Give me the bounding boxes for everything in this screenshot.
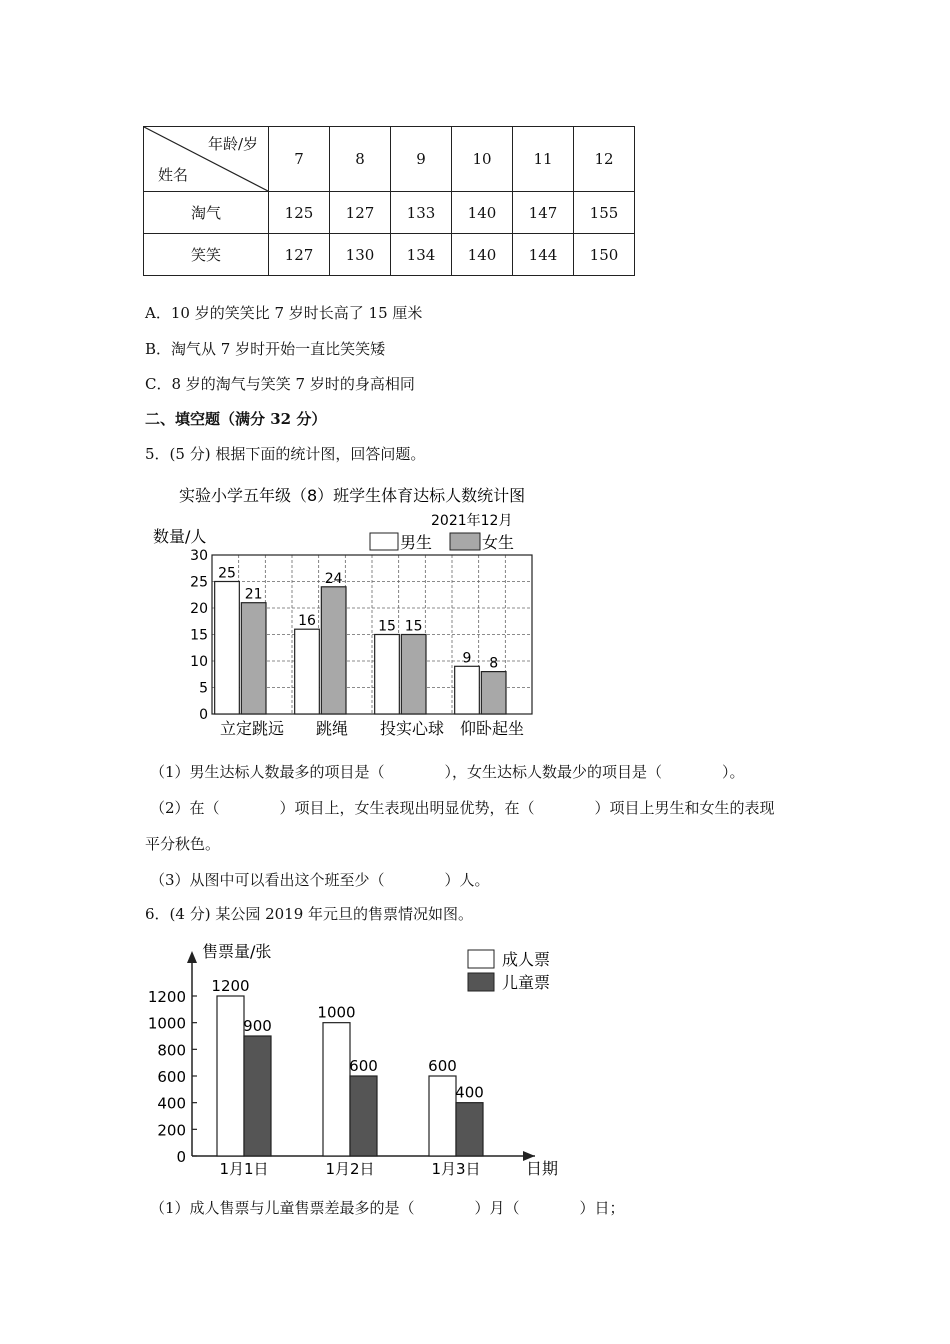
chart2-xlabel: 日期: [526, 1159, 559, 1178]
table-cell: 144: [513, 234, 574, 276]
q5-sub2: （2）在（ ）项目上，女生表现出明显优势，在（ ）项目上男生和女生的表现: [150, 799, 775, 817]
data-label: 15: [404, 618, 423, 635]
y-tick-label: 200: [157, 1121, 186, 1140]
q6-stem: 6．(4 分) 某公园 2019 年元旦的售票情况如图。: [145, 905, 474, 923]
age-cell: 10: [452, 127, 513, 192]
data-label: 25: [218, 565, 236, 582]
height-table: [143, 126, 635, 276]
age-cell: 7: [269, 127, 330, 192]
data-label: 1200: [211, 977, 250, 995]
table-cell: 133: [391, 192, 452, 234]
legend-swatch-child: [468, 973, 494, 991]
bar: [217, 996, 244, 1156]
data-label: 21: [244, 586, 263, 603]
bar: [215, 582, 240, 715]
chart-tickets: [140, 935, 570, 1185]
bar: [241, 603, 266, 714]
data-label: 15: [378, 618, 396, 635]
y-tick-label: 1000: [147, 1014, 186, 1033]
legend-swatch-boys: [370, 533, 398, 550]
table-cell: 127: [330, 192, 391, 234]
y-tick-label: 25: [190, 574, 208, 591]
bar: [321, 587, 346, 714]
legend-label-girls: 女生: [482, 533, 515, 552]
x-tick-label: 1月3日: [431, 1160, 481, 1178]
x-tick-label: 跳绳: [315, 719, 349, 738]
q6-sub1: （1）成人售票与儿童售票差最多的是（ ）月（ ）日；: [150, 1199, 625, 1217]
chart1-title: 实验小学五年级（8）班学生体育达标人数统计图: [179, 486, 526, 505]
header-name-label: 姓名: [158, 166, 189, 184]
bar: [455, 666, 480, 714]
bar: [350, 1076, 377, 1156]
chart1-subtitle: 2021年12月: [431, 513, 513, 529]
data-label: 400: [455, 1083, 484, 1102]
y-tick-label: 800: [157, 1041, 186, 1060]
y-tick-label: 0: [199, 707, 208, 723]
y-tick-label: 600: [157, 1068, 186, 1086]
table-cell: 130: [330, 234, 391, 276]
table-cell: 147: [513, 192, 574, 234]
bar: [456, 1103, 483, 1156]
table-row: [144, 234, 635, 276]
bar: [323, 1023, 350, 1156]
table-row: [144, 192, 635, 234]
y-tick-label: 1200: [147, 988, 186, 1006]
y-tick-label: 20: [190, 601, 208, 617]
bar: [481, 672, 506, 714]
table-header-row: [144, 127, 635, 192]
data-label: 16: [298, 613, 316, 630]
data-label: 8: [489, 655, 499, 672]
option-c: C．8 岁的淘气与笑笑 7 岁时的身高相同: [145, 375, 415, 393]
row-name: 淘气: [144, 192, 269, 234]
legend-label-boys: 男生: [400, 533, 433, 552]
age-cell: 11: [513, 127, 574, 192]
x-tick-label: 立定跳远: [219, 719, 285, 738]
y-tick-label: 5: [199, 680, 208, 697]
chart1-ylabel: 数量/人: [153, 527, 207, 546]
data-label: 600: [428, 1057, 457, 1075]
chart-fitness: [140, 478, 560, 746]
bar: [401, 635, 426, 715]
bar: [244, 1036, 271, 1156]
x-tick-label: 1月2日: [325, 1160, 375, 1178]
legend-swatch-girls: [450, 533, 480, 550]
option-b: B．淘气从 7 岁时开始一直比笑笑矮: [145, 340, 386, 358]
legend-label-child: 儿童票: [502, 973, 551, 992]
bar: [295, 629, 320, 714]
legend-swatch-adult: [468, 950, 494, 968]
y-tick-label: 10: [190, 654, 208, 670]
option-a: A．10 岁的笑笑比 7 岁时长高了 15 厘米: [145, 304, 423, 322]
section-title: 二、填空题（满分 32 分）: [145, 410, 327, 428]
x-tick-label: 1月1日: [219, 1160, 269, 1178]
diagonal-header-cell: [144, 127, 269, 192]
bar: [375, 635, 400, 715]
x-tick-label: 仰卧起坐: [459, 719, 525, 738]
q5-sub2-cont: 平分秋色。: [145, 835, 221, 853]
table-cell: 140: [452, 234, 513, 276]
q5-sub1: （1）男生达标人数最多的项目是（ ），女生达标人数最少的项目是（ ）。: [150, 763, 745, 781]
q5-sub3: （3）从图中可以看出这个班至少（ ）人。: [150, 871, 490, 889]
age-cell: 9: [391, 127, 452, 192]
data-label: 1000: [317, 1003, 356, 1022]
chart2-ylabel: 售票量/张: [202, 942, 272, 961]
q5-stem: 5．(5 分) 根据下面的统计图，回答问题。: [145, 445, 426, 463]
age-cell: 8: [330, 127, 391, 192]
table-cell: 155: [574, 192, 635, 234]
y-tick-label: 30: [190, 548, 208, 564]
bar: [429, 1076, 456, 1156]
x-tick-label: 投实心球: [379, 719, 445, 738]
table-cell: 127: [269, 234, 330, 276]
table-cell: 140: [452, 192, 513, 234]
y-tick-label: 400: [157, 1094, 186, 1113]
data-label: 9: [462, 650, 472, 667]
data-label: 900: [243, 1017, 272, 1035]
table-cell: 134: [391, 234, 452, 276]
header-age-label: 年龄/岁: [207, 135, 258, 153]
y-tick-label: 0: [176, 1148, 186, 1166]
y-axis-arrow: [187, 951, 197, 963]
y-tick-label: 15: [190, 627, 208, 644]
data-label: 24: [324, 570, 343, 587]
legend-label-adult: 成人票: [502, 950, 551, 969]
age-cell: 12: [574, 127, 635, 192]
data-label: 600: [349, 1057, 378, 1075]
table-cell: 125: [269, 192, 330, 234]
row-name: 笑笑: [144, 234, 269, 276]
table-cell: 150: [574, 234, 635, 276]
